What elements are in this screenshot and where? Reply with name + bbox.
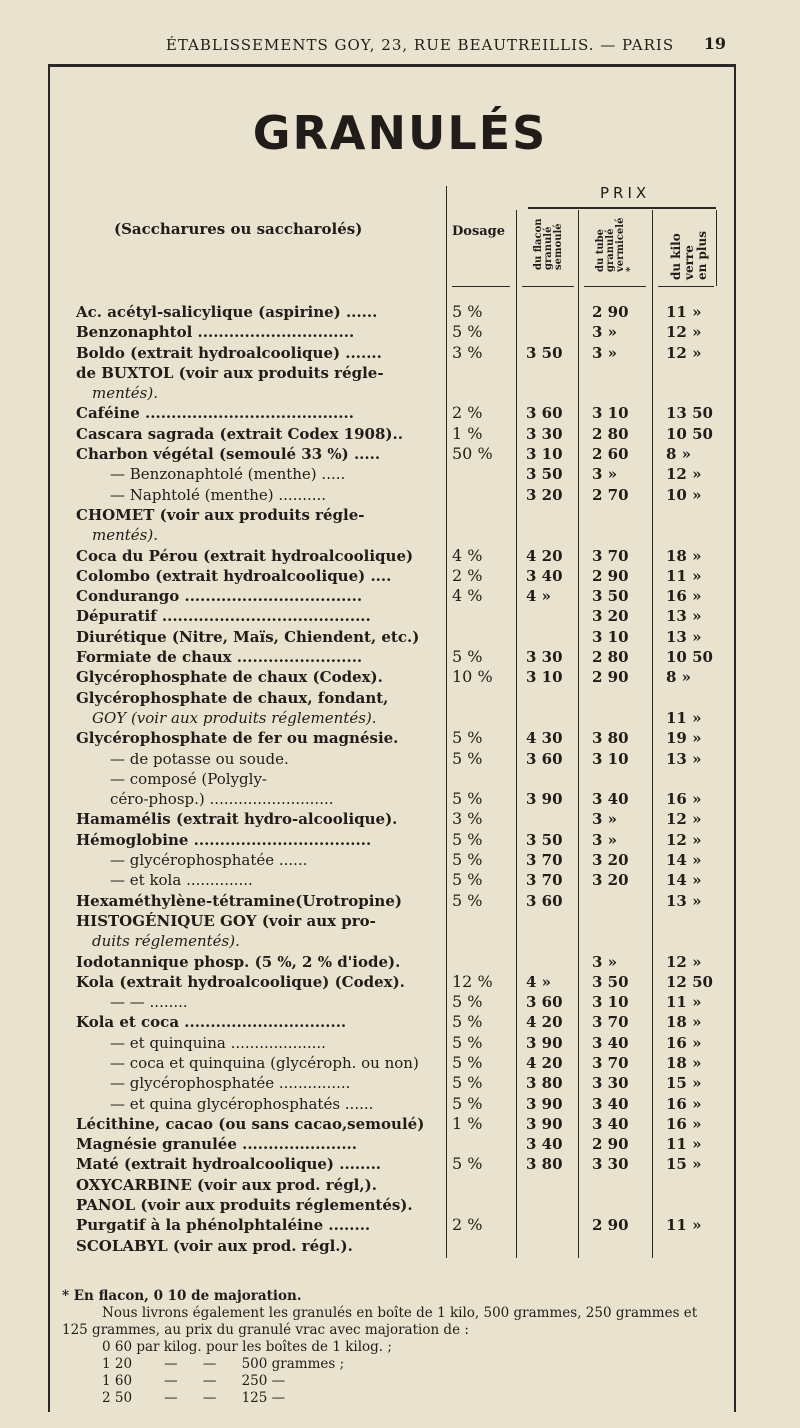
price-kilo-cell: 11 » — [666, 1216, 702, 1235]
price-flacon-cell: 3 30 — [526, 648, 563, 667]
price-kilo-cell: 16 » — [666, 1094, 702, 1113]
product-name: — et quinquina .................... — [110, 1033, 326, 1052]
product-name: SCOLABYL (voir aux prod. régl.). — [76, 1236, 353, 1255]
table-row — [0, 403, 800, 423]
header-rule-tube — [584, 286, 646, 287]
price-tube-cell: 3 » — [592, 830, 618, 849]
dosage-cell: 5 % — [452, 1093, 483, 1113]
product-name: — glycérophosphatée ............... — [110, 1074, 351, 1093]
price-tube-cell: 2 90 — [592, 668, 629, 687]
product-name: Lécithine, cacao (ou sans cacao,semoulé) — [76, 1114, 425, 1133]
price-tube-cell: 3 40 — [592, 1033, 629, 1052]
product-name: duits réglementés). — [92, 932, 240, 951]
column-header-flacon — [534, 218, 564, 270]
price-kilo-cell: 13 » — [666, 749, 702, 768]
tube-label-1: du tube — [595, 229, 606, 272]
majoration-list — [62, 1339, 722, 1407]
divider-right — [716, 210, 717, 286]
price-tube-cell: 3 10 — [592, 627, 629, 646]
table-row — [0, 586, 800, 606]
kilo-label-1: du kilo — [669, 233, 683, 280]
table-row — [0, 870, 800, 890]
product-name: Hamamélis (extrait hydro-alcoolique). — [76, 810, 398, 829]
price-kilo-cell: 16 » — [666, 1033, 702, 1052]
price-flacon-cell: 4 20 — [526, 1013, 563, 1032]
dosage-cell: 5 % — [452, 647, 483, 667]
product-name: Colombo (extrait hydroalcoolique) .... — [76, 566, 392, 585]
product-name: Formiate de chaux ........................ — [76, 648, 363, 667]
price-kilo-cell: 16 » — [666, 587, 702, 606]
kilo-label-3: en plus — [695, 231, 709, 280]
majoration-cell: 0 60 par kilog. pour les boîtes de 1 kilog. ; — [102, 1339, 392, 1355]
price-tube-cell: 3 10 — [592, 993, 629, 1012]
price-kilo-cell: 13 » — [666, 607, 702, 626]
price-kilo-cell: 12 » — [666, 830, 702, 849]
header-rule-kilo — [658, 286, 714, 287]
dosage-cell: 1 % — [452, 423, 483, 443]
table-row — [0, 952, 800, 972]
price-tube-cell: 3 » — [592, 465, 618, 484]
dosage-cell: 5 % — [452, 1154, 483, 1174]
price-kilo-cell: 14 » — [666, 851, 702, 870]
dosage-cell: 5 % — [452, 789, 483, 809]
price-flacon-cell: 3 80 — [526, 1074, 563, 1093]
table-row — [0, 1012, 800, 1032]
price-flacon-cell: 3 80 — [526, 1155, 563, 1174]
table-row — [0, 891, 800, 911]
majoration-cell: 1 20 — [102, 1356, 133, 1372]
product-name: — glycérophosphatée ...... — [110, 851, 308, 870]
dosage-cell: 5 % — [452, 322, 483, 342]
price-kilo-cell: 12 » — [666, 343, 702, 362]
dosage-cell: 5 % — [452, 1012, 483, 1032]
table-row — [0, 1114, 800, 1134]
dosage-cell: 3 % — [452, 342, 483, 362]
page-number: 19 — [703, 34, 726, 53]
price-tube-cell: 3 10 — [592, 749, 629, 768]
price-kilo-cell: 11 » — [666, 708, 702, 727]
table-row — [0, 688, 800, 708]
table-row — [0, 424, 800, 444]
product-name: HISTOGÉNIQUE GOY (voir aux pro- — [76, 911, 376, 930]
price-kilo-cell: 16 » — [666, 790, 702, 809]
product-name: Coca du Pérou (extrait hydroalcoolique) — [76, 546, 414, 565]
flacon-label-3: semoulé — [553, 223, 564, 270]
table-row — [0, 789, 800, 809]
product-name: Kola (extrait hydroalcoolique) (Codex). — [76, 972, 405, 991]
price-kilo-cell: 15 » — [666, 1155, 702, 1174]
footer-notes — [62, 1288, 722, 1407]
price-flacon-cell: 3 60 — [526, 404, 563, 423]
table-row — [0, 1134, 800, 1154]
price-kilo-cell: 8 » — [666, 445, 692, 464]
price-kilo-cell: 13 » — [666, 891, 702, 910]
price-kilo-cell: 12 50 — [666, 972, 713, 991]
price-kilo-cell: 13 50 — [666, 404, 713, 423]
price-kilo-cell: 11 » — [666, 303, 702, 321]
header-rule-flacon — [522, 286, 574, 287]
price-tube-cell: 3 30 — [592, 1074, 629, 1093]
table-row — [0, 1033, 800, 1053]
price-tube-cell: 3 20 — [592, 871, 629, 890]
product-name: Glycérophosphate de chaux (Codex). — [76, 668, 383, 687]
price-table-body — [0, 302, 800, 1256]
table-row — [0, 1053, 800, 1073]
product-name: GOY (voir aux produits réglementés). — [92, 708, 377, 727]
price-flacon-cell: 3 60 — [526, 993, 563, 1012]
running-header: ÉTABLISSEMENTS GOY, 23, RUE BEAUTREILLIS. — PARIS — [165, 36, 675, 54]
price-tube-cell: 2 90 — [592, 303, 629, 321]
price-kilo-cell: 18 » — [666, 1013, 702, 1032]
table-row — [0, 749, 800, 769]
price-flacon-cell: 4 » — [526, 587, 552, 606]
table-row — [0, 1073, 800, 1093]
majoration-cell: 125 — — [241, 1390, 286, 1406]
price-flacon-cell: 3 40 — [526, 1135, 563, 1154]
price-kilo-cell: 10 » — [666, 485, 702, 504]
price-flacon-cell: 3 50 — [526, 830, 563, 849]
price-flacon-cell: 3 30 — [526, 424, 563, 443]
price-tube-cell: 3 » — [592, 343, 618, 362]
dosage-cell: 4 % — [452, 586, 483, 606]
price-tube-cell: 3 » — [592, 952, 618, 971]
table-row — [0, 464, 800, 484]
majoration-cell: — — [202, 1356, 217, 1372]
majoration-row — [102, 1356, 406, 1373]
price-flacon-cell: 3 10 — [526, 445, 563, 464]
table-row — [0, 769, 800, 789]
flacon-label-1: du flacon — [533, 218, 544, 270]
price-tube-cell: 3 70 — [592, 1013, 629, 1032]
product-name: Glycérophosphate de chaux, fondant, — [76, 688, 389, 707]
table-row — [0, 566, 800, 586]
price-tube-cell: 2 80 — [592, 648, 629, 667]
product-name: Purgatif à la phénolphtaléine ........ — [76, 1216, 371, 1235]
price-kilo-cell: 10 50 — [666, 648, 713, 667]
price-tube-cell: 3 » — [592, 323, 618, 342]
table-row — [0, 911, 800, 931]
price-tube-cell: 3 80 — [592, 729, 629, 748]
price-flacon-cell: 3 20 — [526, 485, 563, 504]
table-row — [0, 1154, 800, 1174]
dosage-cell: 5 % — [452, 1073, 483, 1093]
price-kilo-cell: 12 » — [666, 323, 702, 342]
product-name: — Naphtolé (menthe) .......... — [110, 485, 327, 504]
table-row — [0, 444, 800, 464]
flacon-label-2: granulé — [543, 226, 554, 270]
price-flacon-cell: 3 40 — [526, 566, 563, 585]
product-name: Diurétique (Nitre, Maïs, Chiendent, etc.) — [76, 627, 420, 646]
table-row — [0, 1215, 800, 1235]
price-kilo-cell: 12 » — [666, 810, 702, 829]
price-kilo-cell: 11 » — [666, 566, 702, 585]
table-row — [0, 322, 800, 342]
product-name: mentés). — [92, 384, 158, 403]
table-row — [0, 1236, 800, 1256]
table-row — [0, 1094, 800, 1114]
price-tube-cell: 3 50 — [592, 972, 629, 991]
product-name: Magnésie granulée ...................... — [76, 1135, 357, 1154]
column-header-prix: PRIX — [600, 184, 651, 202]
price-tube-cell: 3 40 — [592, 1114, 629, 1133]
table-row — [0, 302, 800, 322]
majoration-cell: — — [164, 1356, 178, 1372]
column-header-dosage: Dosage — [452, 224, 506, 239]
product-name: — composé (Polygly- — [110, 769, 267, 788]
price-flacon-cell: 4 » — [526, 972, 552, 991]
price-flacon-cell: 3 50 — [526, 343, 563, 362]
price-tube-cell: 2 60 — [592, 445, 629, 464]
table-row — [0, 1195, 800, 1215]
product-name: Glycérophosphate de fer ou magnésie. — [76, 729, 399, 748]
dosage-cell: 5 % — [452, 1032, 483, 1052]
price-tube-cell: 3 30 — [592, 1155, 629, 1174]
price-flacon-cell: 3 60 — [526, 749, 563, 768]
price-tube-cell: 3 40 — [592, 1094, 629, 1113]
price-flacon-cell: 3 70 — [526, 871, 563, 890]
dosage-cell: 5 % — [452, 992, 483, 1012]
product-name: — — ........ — [110, 993, 188, 1012]
price-flacon-cell: 3 90 — [526, 1114, 563, 1133]
dosage-cell: 4 % — [452, 545, 483, 565]
tube-label-4: * — [625, 266, 636, 272]
product-name: PANOL (voir aux produits réglementés). — [76, 1196, 413, 1215]
product-name: Boldo (extrait hydroalcoolique) ....... — [76, 343, 382, 362]
table-row — [0, 728, 800, 748]
table-row — [0, 525, 800, 545]
product-name: Caféine ........................................ — [76, 404, 354, 423]
price-flacon-cell: 4 20 — [526, 546, 563, 565]
dosage-cell: 5 % — [452, 1052, 483, 1072]
product-name: Kola et coca ............................... — [76, 1013, 347, 1032]
table-row — [0, 363, 800, 383]
price-flacon-cell: 3 60 — [526, 891, 563, 910]
majoration-row — [102, 1390, 406, 1407]
table-row — [0, 485, 800, 505]
price-kilo-cell: 11 » — [666, 993, 702, 1012]
price-tube-cell: 2 90 — [592, 566, 629, 585]
product-name: Hémoglobine .................................. — [76, 830, 372, 849]
price-tube-cell: 3 50 — [592, 587, 629, 606]
table-row — [0, 809, 800, 829]
majoration-row — [102, 1373, 406, 1390]
price-kilo-cell: 18 » — [666, 1053, 702, 1072]
majoration-cell: 1 60 — [102, 1373, 133, 1389]
table-row — [0, 830, 800, 850]
product-name: — et quina glycérophosphatés ...... — [110, 1094, 374, 1113]
price-kilo-cell: 19 » — [666, 729, 702, 748]
footnote: * En flacon, 0 10 de majoration. — [62, 1288, 302, 1304]
dosage-cell: 5 % — [452, 850, 483, 870]
majoration-table — [102, 1339, 406, 1407]
price-kilo-cell: 10 50 — [666, 424, 713, 443]
product-name: — Benzonaphtolé (menthe) ..... — [110, 465, 346, 484]
product-name: Condurango .................................. — [76, 587, 363, 606]
price-flacon-cell: 3 10 — [526, 668, 563, 687]
price-tube-cell: 2 90 — [592, 1135, 629, 1154]
dosage-cell: 5 % — [452, 728, 483, 748]
packaging-note: Nous livrons également les granulés en boîte de 1 kilo, 500 grammes, 250 grammes et 125 grammes, au prix du granulé vrac avec majoration de : — [62, 1305, 698, 1338]
price-tube-cell: 3 » — [592, 810, 618, 829]
product-name: OXYCARBINE (voir aux prod. régl,). — [76, 1175, 377, 1194]
product-name: — de potasse ou soude. — [110, 749, 289, 768]
product-name: Maté (extrait hydroalcoolique) ........ — [76, 1155, 382, 1174]
price-tube-cell: 3 10 — [592, 404, 629, 423]
price-kilo-cell: 15 » — [666, 1074, 702, 1093]
dosage-cell: 10 % — [452, 667, 493, 687]
table-row — [0, 667, 800, 687]
majoration-cell: — — [164, 1373, 178, 1389]
product-name: Dépuratif ........................................ — [76, 607, 371, 626]
price-flacon-cell: 3 90 — [526, 1094, 563, 1113]
header-rule-dosage — [452, 286, 510, 287]
price-flacon-cell: 3 90 — [526, 790, 563, 809]
table-row — [0, 505, 800, 525]
price-kilo-cell: 12 » — [666, 465, 702, 484]
table-row — [0, 992, 800, 1012]
table-row — [0, 647, 800, 667]
product-name: — et kola .............. — [110, 871, 253, 890]
price-tube-cell: 3 70 — [592, 546, 629, 565]
tube-label-3: vermicelé — [615, 217, 626, 272]
dosage-cell: 5 % — [452, 748, 483, 768]
price-flacon-cell: 3 90 — [526, 1033, 563, 1052]
majoration-cell: 250 — — [241, 1373, 286, 1389]
table-row — [0, 972, 800, 992]
price-tube-cell: 2 70 — [592, 485, 629, 504]
product-name: de BUXTOL (voir aux produits régle- — [76, 363, 384, 382]
product-name: céro-phosp.) .......................... — [110, 790, 334, 809]
product-name: — coca et quinquina (glycéroph. ou non) — [110, 1053, 419, 1072]
price-kilo-cell: 11 » — [666, 1135, 702, 1154]
price-kilo-cell: 14 » — [666, 871, 702, 890]
table-row — [0, 850, 800, 870]
dosage-cell: 5 % — [452, 890, 483, 910]
dosage-cell: 2 % — [452, 1215, 483, 1235]
product-name: Hexaméthylène-tétramine(Urotropine) — [76, 891, 402, 910]
table-row — [0, 1175, 800, 1195]
column-header-kilo — [670, 231, 709, 280]
price-kilo-cell: 12 » — [666, 952, 702, 971]
page-title: GRANULÉS — [252, 106, 548, 160]
price-flacon-cell: 3 50 — [526, 465, 563, 484]
price-kilo-cell: 8 » — [666, 668, 692, 687]
dosage-cell: 3 % — [452, 809, 483, 829]
table-row — [0, 708, 800, 728]
product-name: Benzonaphtol .............................. — [76, 323, 355, 342]
table-row — [0, 383, 800, 403]
dosage-cell: 1 % — [452, 1113, 483, 1133]
price-kilo-cell: 13 » — [666, 627, 702, 646]
product-name: CHOMET (voir aux produits régle- — [76, 505, 365, 524]
majoration-cell: — — [202, 1373, 217, 1389]
dosage-cell: 12 % — [452, 971, 493, 991]
price-flacon-cell: 4 20 — [526, 1053, 563, 1072]
price-flacon-cell: 3 70 — [526, 851, 563, 870]
price-flacon-cell: 4 30 — [526, 729, 563, 748]
product-name: Ac. acétyl-salicylique (aspirine) ...... — [76, 303, 378, 321]
table-row — [0, 546, 800, 566]
table-row — [0, 343, 800, 363]
prix-rule — [528, 207, 716, 209]
majoration-cell: 2 50 — [102, 1390, 133, 1406]
majoration-row — [102, 1339, 406, 1356]
table-row — [0, 931, 800, 951]
product-name: Iodotannique phosp. (5 %, 2 % d'iode). — [76, 952, 401, 971]
column-header-tube — [596, 218, 636, 272]
majoration-cell: 500 grammes ; — [241, 1356, 345, 1372]
dosage-cell: 2 % — [452, 565, 483, 585]
price-tube-cell: 3 20 — [592, 851, 629, 870]
price-tube-cell: 3 20 — [592, 607, 629, 626]
table-row — [0, 606, 800, 626]
dosage-cell: 5 % — [452, 829, 483, 849]
table-row — [0, 627, 800, 647]
dosage-cell: 50 % — [452, 444, 493, 464]
dosage-cell: 5 % — [452, 302, 483, 321]
price-kilo-cell: 18 » — [666, 546, 702, 565]
column-header-name: (Saccharures ou saccharolés) — [114, 220, 363, 238]
product-name: Charbon végétal (semoulé 33 %) ..... — [76, 445, 381, 464]
price-tube-cell: 2 90 — [592, 1216, 629, 1235]
tube-label-2: granulé — [605, 228, 616, 272]
majoration-cell: — — [164, 1390, 178, 1406]
product-name: mentés). — [92, 526, 158, 545]
price-kilo-cell: 16 » — [666, 1114, 702, 1133]
kilo-label-2: verre — [682, 245, 696, 280]
majoration-cell: — — [202, 1390, 217, 1406]
dosage-cell: 2 % — [452, 403, 483, 423]
price-tube-cell: 3 70 — [592, 1053, 629, 1072]
price-tube-cell: 2 80 — [592, 424, 629, 443]
dosage-cell: 5 % — [452, 870, 483, 890]
product-name: Cascara sagrada (extrait Codex 1908).. — [76, 424, 403, 443]
price-tube-cell: 3 40 — [592, 790, 629, 809]
